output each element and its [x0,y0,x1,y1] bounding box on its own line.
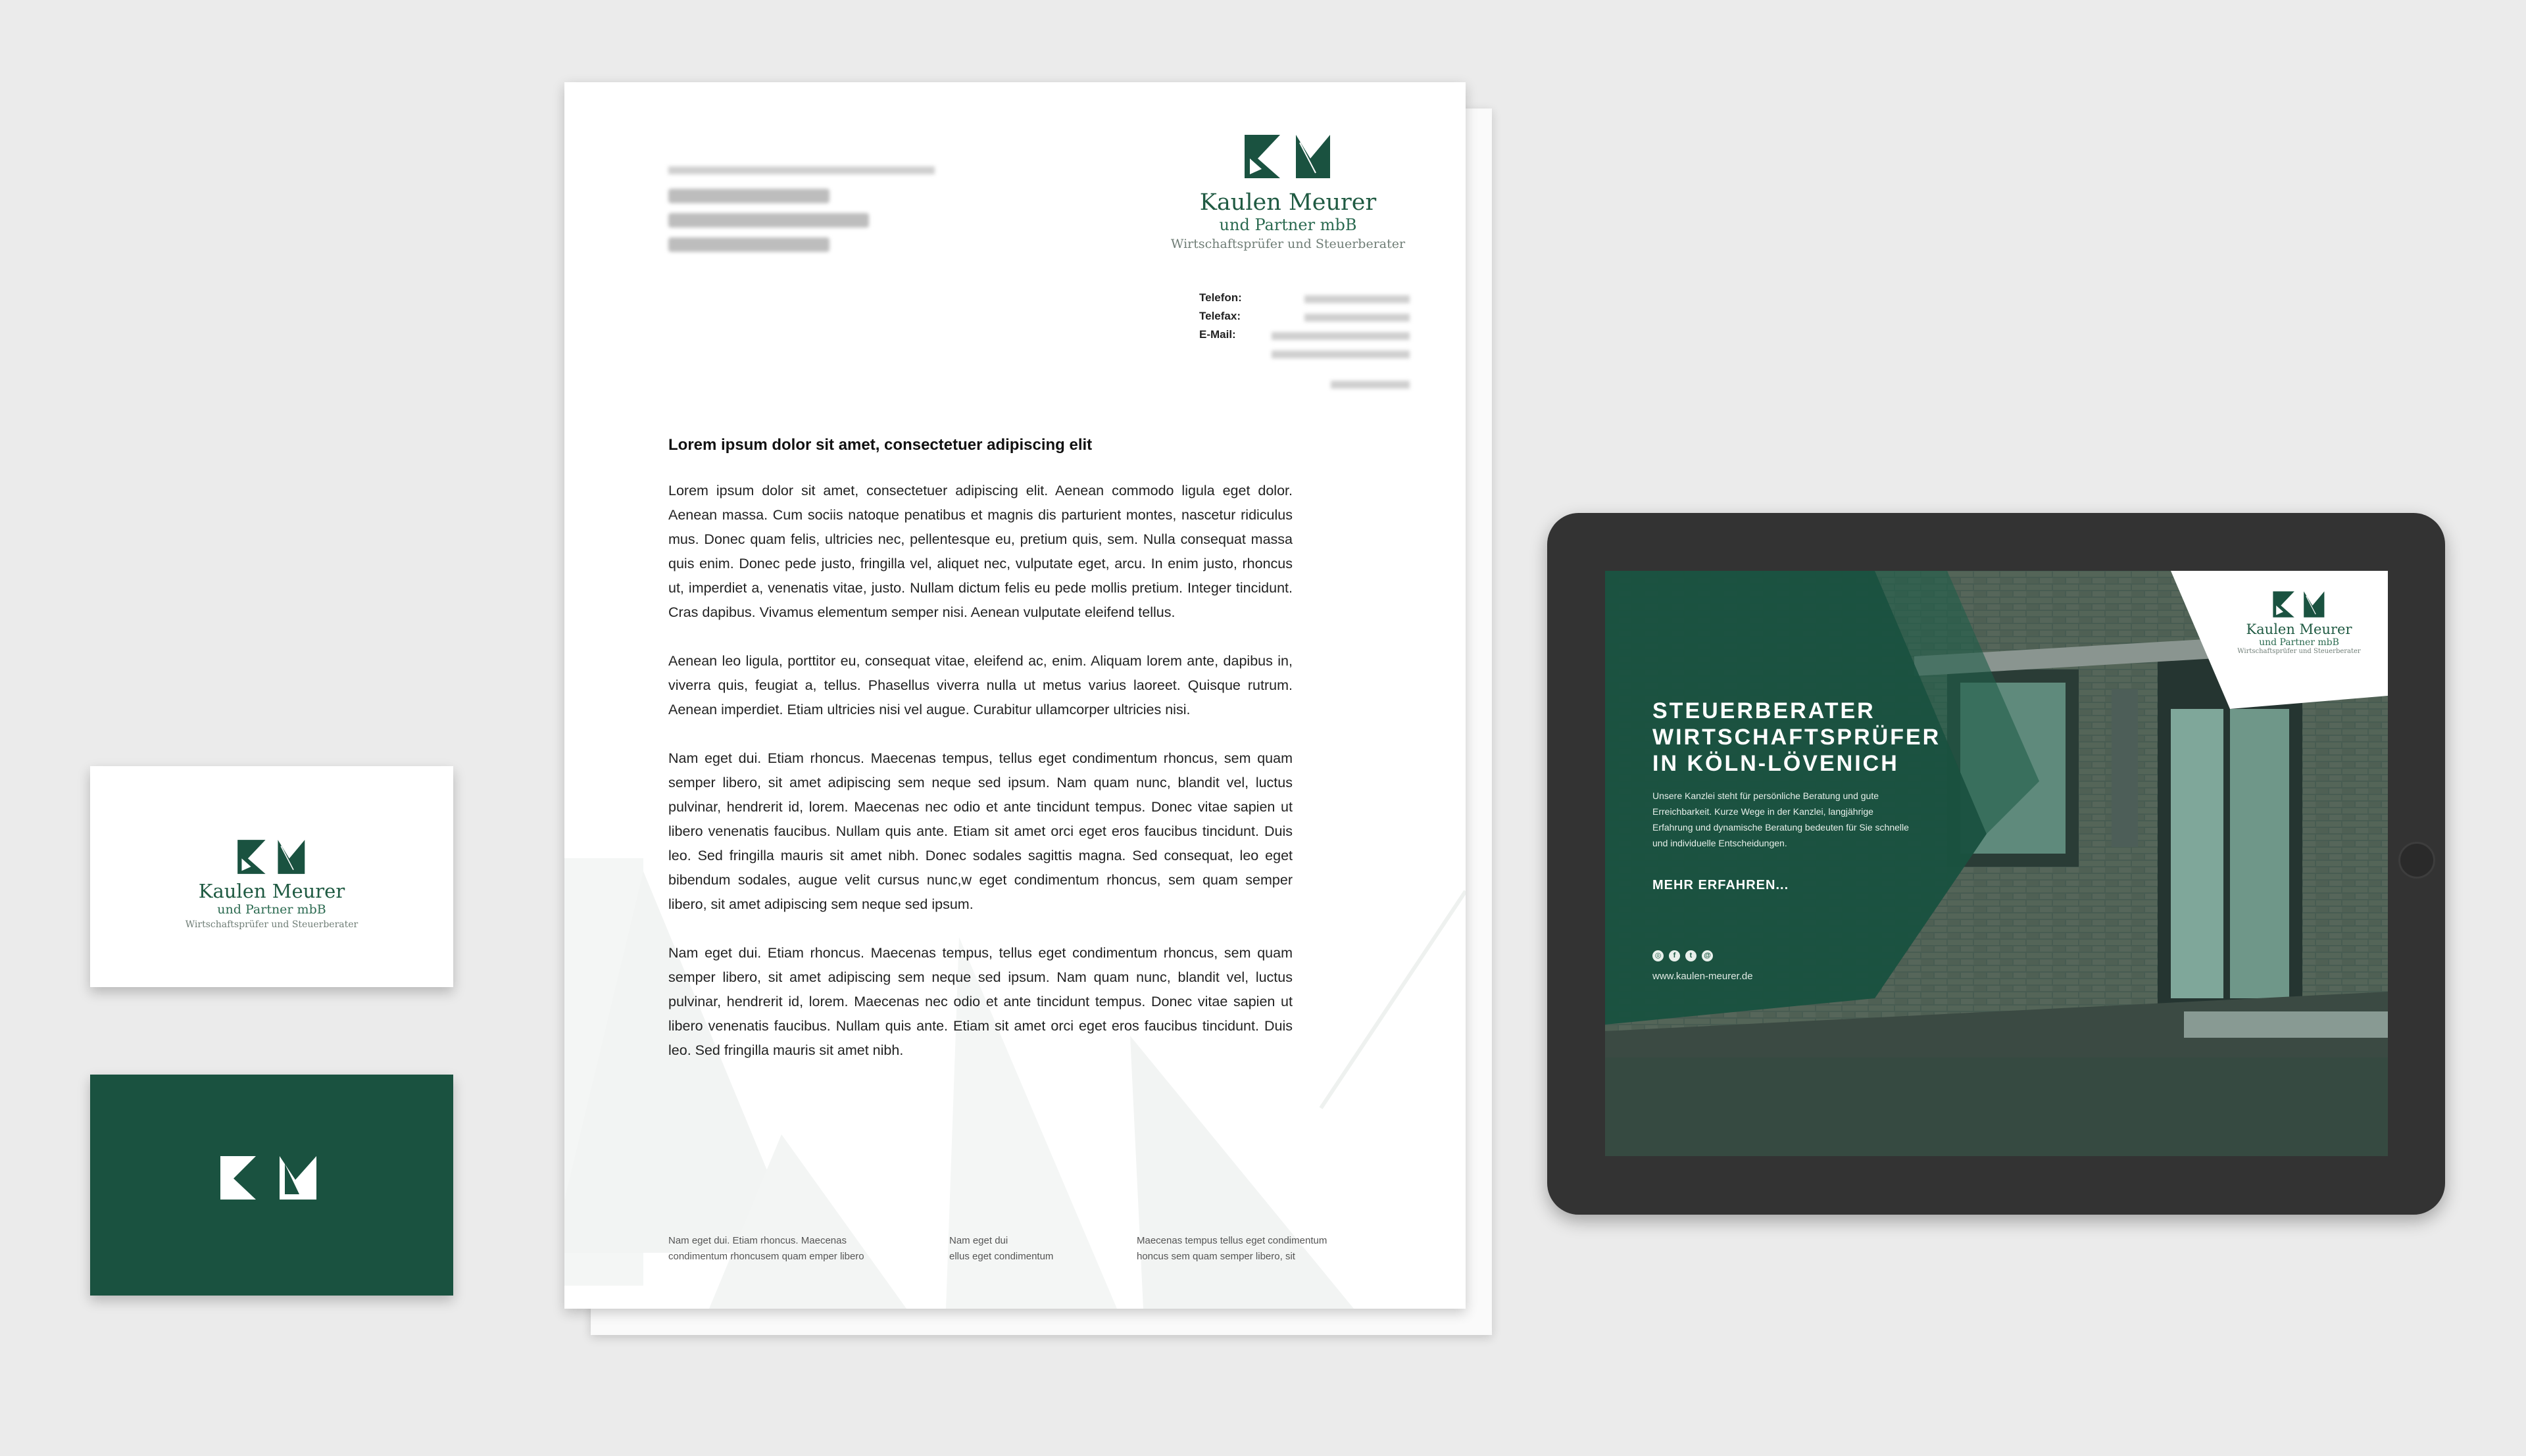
more-button[interactable]: MEHR ERFAHREN... [1652,878,1789,892]
hero-firm-sub: und Partner mbB [2259,637,2339,648]
km-logo-icon [235,838,308,875]
email-label: E-Mail: [1199,328,1236,341]
hero-logo [2230,591,2368,655]
facebook-icon[interactable]: f [1669,950,1680,961]
footer-column-3 [1137,1233,1327,1265]
footer-line: Nam eget dui. Etiam rhoncus. Maecenas [668,1235,847,1246]
letterhead-sheet [564,82,1466,1309]
km-logo-icon [1242,133,1334,180]
instagram-icon[interactable]: ◎ [1652,950,1664,961]
firm-sub: und Partner mbB [1219,216,1357,234]
footer-line: Maecenas tempus tellus eget condimentum [1137,1235,1327,1246]
footer-line: ellus eget condimentum [949,1251,1054,1262]
letter-body [668,479,1293,1087]
card-firm-sub: und Partner mbB [217,902,326,917]
firm-name: Kaulen Meurer [1199,189,1377,216]
letter-paragraph: Nam eget dui. Etiam rhoncus. Maecenas tempus, tellus eget condimentum rhoncus, sem quam semper libero, sit amet adipiscing sem neque sed ipsum. Nam quam nunc, blandit vel, luctus pulvinar, hendrerit id, lorem. Maecenas nec odio et ante tincidunt tempus. Donec vitae sapien ut libero venenatis faucibus. Nullam quis ante. Etiam sit amet orci eget eros faucibus tincidunt. Duis leo. Sed fringilla mauris sit amet nibh. Donec sodales sagittis magna. Sed consequat, leo eget bibendum sodales, augue velit cursus nunc,w eget condimentum rhoncus, sem quam semper libero, sit amet adipiscing sem neque sed ipsum. [668,750,1293,912]
hero-headline [1652,698,1941,777]
card-firm-name: Kaulen Meurer [198,880,345,902]
phone-label: Telefon: [1199,291,1242,304]
footer-line: Nam eget dui [949,1235,1008,1246]
hero-firm-name: Kaulen Meurer [2246,621,2352,637]
business-card-front [90,766,453,987]
website-url[interactable]: www.kaulen-meurer.de [1652,971,1753,982]
sender-line-blurred [668,166,935,174]
footer-column-2 [949,1233,1053,1265]
headline-line: IN KÖLN-LÖVENICH [1652,751,1899,776]
contact-block [1199,291,1410,395]
footer-column-1 [668,1233,864,1265]
fax-label: Telefax: [1199,310,1241,322]
card-firm-tagline: Wirtschaftsprüfer und Steuerberater [185,919,359,930]
firm-tagline: Wirtschaftsprüfer und Steuerberater [1170,237,1406,251]
social-icons [1652,949,1718,961]
headline-line: WIRTSCHAFTSPRÜFER [1652,725,1941,750]
website-hero [1605,571,2388,1156]
letter-paragraph: Nam eget dui. Etiam rhoncus. Maecenas tempus, tellus eget condimentum rhoncus, sem quam semper libero, sit amet adipiscing sem neque sed ipsum. Nam quam nunc, blandit vel, luctus pulvinar, hendrerit id, lorem. Maecenas nec odio et ante tincidunt tempus. Donec vitae sapien ut libero venenatis faucibus. Nullam quis ante. Etiam sit amet orci eget eros faucibus tincidunt. Duis leo. Sed fringilla mauris sit amet nibh. [668,945,1293,1058]
tablet-home-button[interactable] [2398,842,2435,879]
twitter-icon[interactable]: t [1685,950,1696,961]
letter-subject: Lorem ipsum dolor sit amet, consectetuer adipiscing elit [668,436,1093,454]
hero-description: Unsere Kanzlei steht für persönliche Beratung und gute Erreichbarkeit. Kurze Wege in der Kanzlei, langjährige Erfahrung und dynamische Beratung bedeuten für Sie schnelle und individuelle Entscheidungen. [1652,790,1909,848]
letter-paragraph: Aenean leo ligula, porttitor eu, consequat vitae, eleifend ac, enim. Aliquam lorem ante, dapibus in, viverra quis, feugiat a, tellus. Phasellus viverra nulla ut metus varius laoreet. Quisque rutrum. Aenean imperdiet. Etiam ultricies nisi vel augue. Curabitur ullamcorper ultricies nisi. [668,653,1293,717]
recipient-address-blurred [668,189,869,262]
letter-paragraph: Lorem ipsum dolor sit amet, consectetuer adipiscing elit. Aenean commodo ligula eget dolor. Aenean massa. Cum sociis natoque penatibus et magnis dis parturient montes, nascetur ridiculus mus. Donec quam felis, ultricies nec, pellentesque eu, pretium quis, sem. Nulla consequat massa quis enim. Donec pede justo, fringilla vel, aliquet nec, vulputate eget, arcu. In enim justo, rhoncus ut, imperdiet a, venenatis vitae, justo. Nullam dictum felis eu pede mollis pretium. Integer tincidunt. Cras dapibus. Vivamus elementum semper nisi. Aenean vulputate eleifend tellus. [668,483,1293,620]
email-icon[interactable]: @ [1702,950,1713,961]
business-card-back [90,1075,453,1296]
km-logo-icon [219,1155,324,1201]
headline-line: STEUERBERATER [1652,698,1875,723]
letter-logo [1170,133,1406,251]
footer-line: condimentum rhoncusem quam emper libero [668,1251,864,1262]
hero-firm-tagline: Wirtschaftsprüfer und Steuerberater [2237,648,2361,655]
footer-line: honcus sem quam semper libero, sit [1137,1251,1295,1262]
km-logo-icon [2271,591,2327,618]
